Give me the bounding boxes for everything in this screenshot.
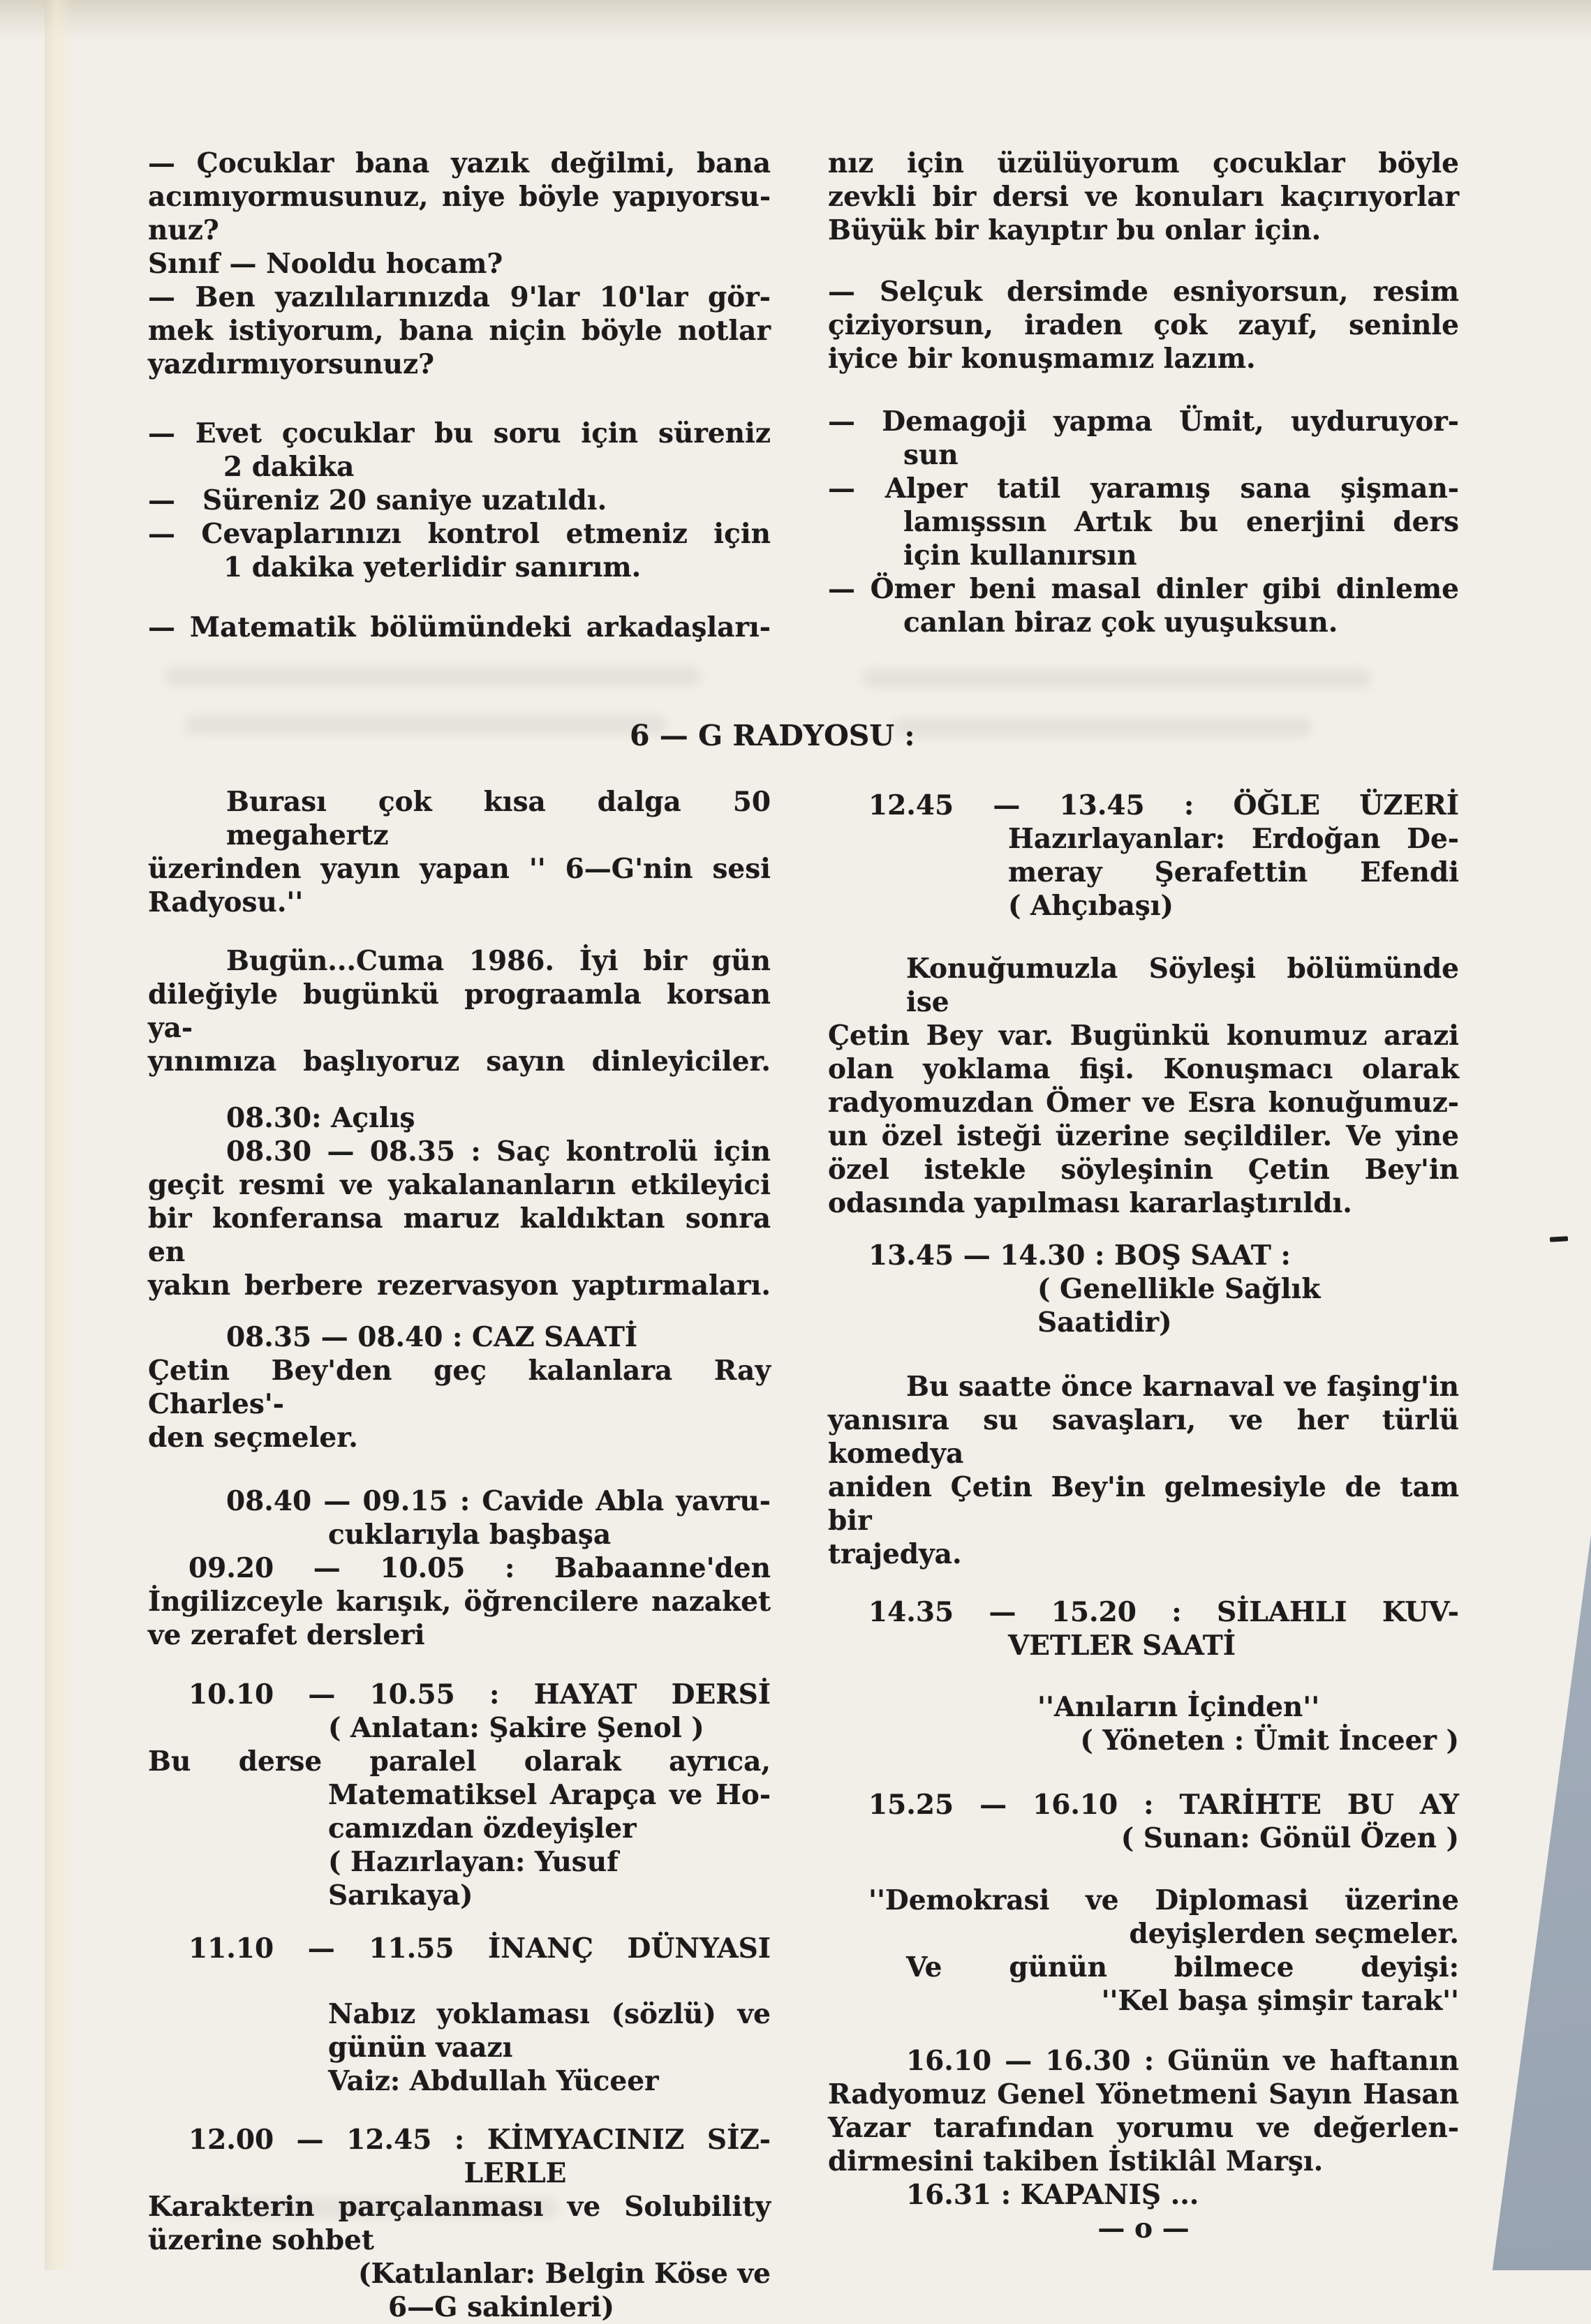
text-line: 1 dakika yeterlidir sanırım.: [223, 551, 642, 583]
text-line: olan yoklama fişi. Konuşmacı olarak: [828, 1053, 1459, 1085]
text-block: [828, 1370, 1459, 1571]
text-line: ( Sunan: Gönül Özen ): [1120, 1822, 1459, 1854]
scan-left-edge-strip: [45, 0, 73, 2270]
text-line: Radyosu.'': [148, 886, 304, 918]
text-block: [828, 952, 1459, 1220]
text-line: — Ömer beni masal dinler gibi dinleme: [828, 573, 1459, 605]
text-line: 10.10 — 10.55 : HAYAT DERSİ: [188, 1678, 771, 1711]
text-line: — Alper tatil yaramış sana şişman-: [828, 472, 1459, 505]
text-line: mek istiyorum, bana niçin böyle notlar: [148, 315, 771, 347]
text-line: Yazar tarafından yorumu ve değerlen-: [828, 2112, 1459, 2144]
text-block: [148, 1484, 771, 1652]
text-line: VETLER SAATİ: [1008, 1630, 1236, 1662]
section-heading: 6 — G RADYOSU :: [630, 719, 915, 752]
text-line: özel istekle söyleşinin Çetin Bey'in: [828, 1154, 1459, 1186]
text-line: dirmesini takiben İstiklâl Marşı.: [828, 2145, 1324, 2177]
text-line: Sınıf — Nooldu hocam?: [148, 248, 503, 280]
text-block: [828, 1788, 1459, 1855]
text-line: — Evet çocuklar bu soru için süreniz: [148, 417, 771, 449]
text-line: un özel isteği üzerine seçildiler. Ve yine: [828, 1120, 1459, 1152]
text-line: ''Kel başa şimşir tarak'': [1101, 1985, 1459, 2017]
text-line: ( Hazırlayan: Yusuf Sarıkaya): [328, 1846, 619, 1912]
text-line: Bugün...Cuma 1986. İyi bir gün: [226, 945, 771, 977]
text-line: ( Anlatan: Şakire Şenol ): [328, 1712, 704, 1744]
text-line: lamışssın Artık bu enerjini ders: [903, 506, 1459, 538]
text-block: [148, 417, 771, 584]
text-line: Nabız yoklaması (sözlü) ve: [328, 1998, 771, 2030]
text-line: — o —: [1097, 2212, 1190, 2244]
text-line: 16.10 — 16.30 : Günün ve haftanın: [906, 2045, 1459, 2077]
text-block: [148, 2123, 771, 2324]
text-block: [828, 1690, 1459, 1757]
text-line: — Demagoji yapma Ümit, uyduruyor-: [828, 405, 1459, 438]
text-block: [148, 1997, 771, 2098]
text-line: 2 dakika: [223, 451, 355, 483]
left-column: [148, 147, 771, 2324]
text-line: deyişlerden seçmeler.: [1129, 1918, 1459, 1950]
text-line: ''Anıların İçinden'': [1037, 1691, 1320, 1723]
text-line: 13.45 — 14.30 : BOŞ SAAT :: [868, 1239, 1291, 1272]
text-line: 08.40 — 09.15 : Cavide Abla yavru-: [226, 1485, 771, 1517]
text-line: Bu saatte önce karnaval ve faşing'in: [906, 1371, 1459, 1403]
text-line: 08.30 — 08.35 : Saç kontrolü için: [226, 1135, 771, 1168]
scan-top-shadow: [0, 0, 1591, 40]
text-line: nuz?: [148, 214, 219, 246]
text-line: geçit resmi ve yakalananların etkileyici: [148, 1169, 771, 1201]
text-line: camızdan özdeyişler: [328, 1812, 637, 1845]
text-line: 09.20 — 10.05 : Babaanne'den: [188, 1552, 771, 1584]
text-line: trajedya.: [828, 1538, 962, 1570]
text-line: — Çocuklar bana yazık değilmi, bana: [148, 147, 771, 179]
text-block: [828, 1884, 1459, 2018]
text-line: canlan biraz çok uyuşuksun.: [903, 606, 1338, 639]
text-line: — Ben yazılılarınızda 9'lar 10'lar gör-: [148, 281, 771, 313]
text-block: [828, 1595, 1459, 1662]
text-line: üzerine sohbet: [148, 2224, 374, 2256]
text-line: 6—G sakinleri): [388, 2291, 614, 2323]
text-line: Büyük bir kayıptır bu onlar için.: [828, 214, 1322, 246]
text-line: ve zerafet dersleri: [148, 1619, 425, 1651]
text-line: ( Genellikle Sağlık Saatidir): [1037, 1273, 1321, 1339]
text-line: — Süreniz 20 saniye uzatıldı.: [148, 484, 607, 516]
text-line: den seçmeler.: [148, 1422, 358, 1454]
text-line: yınımıza başlıyoruz sayın dinleyiciler.: [148, 1045, 771, 1078]
text-line: İngilizceyle karışık, öğrencilere nazaket: [148, 1586, 771, 1618]
text-line: 15.25 — 16.10 : TARİHTE BU AY: [868, 1789, 1459, 1821]
text-block: [828, 2044, 1459, 2245]
right-column: [828, 147, 1459, 2245]
text-line: odasında yapılması kararlaştırıldı.: [828, 1187, 1352, 1219]
stray-ink-dash: [1550, 1236, 1568, 1242]
text-block: [148, 1932, 771, 1965]
text-block: [148, 1320, 771, 1454]
text-line: sun: [903, 439, 959, 471]
text-line: Karakterin parçalanması ve Solubility: [148, 2191, 771, 2223]
text-line: — Cevaplarınızı kontrol etmeniz için: [148, 518, 771, 550]
text-line: Çetin Bey var. Bugünkü konumuz arazi: [828, 1020, 1459, 1052]
text-block: [148, 611, 771, 644]
text-line: LERLE: [464, 2157, 567, 2189]
text-line: için kullanırsın: [903, 539, 1137, 572]
text-line: günün vaazı: [328, 2032, 513, 2064]
text-line: Konuğumuzla Söyleşi bölümünde ise: [906, 953, 1459, 1018]
text-line: ( Yöneten : Ümit İnceer ): [1080, 1725, 1459, 1757]
text-line: bir konferansa maruz kaldıktan sonra en: [148, 1202, 771, 1268]
text-block: [148, 1101, 771, 1302]
text-line: yazdırmıyorsunuz?: [148, 348, 435, 380]
text-block: [828, 405, 1459, 639]
text-line: 08.30: Açılış: [226, 1102, 415, 1134]
text-line: ( Ahçıbaşı): [1008, 890, 1174, 922]
text-line: 12.00 — 12.45 : KİMYACINIZ SİZ-: [188, 2124, 771, 2156]
text-block: [148, 1678, 771, 1912]
text-line: üzerinden yayın yapan '' 6—G'nin sesi: [148, 853, 771, 885]
text-line: yakın berbere rezervasyon yaptırmaları.: [148, 1269, 771, 1302]
text-block: [828, 275, 1459, 375]
text-block: [828, 789, 1459, 923]
text-line: dileğiyle bugünkü prograamla korsan ya-: [148, 978, 771, 1044]
text-line: Radyomuz Genel Yönetmeni Sayın Hasan: [828, 2078, 1459, 2110]
text-line: iyice bir konuşmamız lazım.: [828, 343, 1256, 375]
text-line: Burası çok kısa dalga 50 megahertz: [226, 786, 771, 851]
text-line: (Katılanlar: Belgin Köse ve: [358, 2258, 771, 2290]
text-line: meray Şerafettin Efendi: [1008, 856, 1459, 888]
text-block: [148, 944, 771, 1078]
text-line: cuklarıyla başbaşa: [328, 1519, 612, 1551]
text-line: Vaiz: Abdullah Yüceer: [328, 2065, 659, 2097]
text-block: [148, 147, 771, 381]
text-line: Bu derse paralel olarak ayrıca,: [148, 1745, 771, 1778]
text-line: — Selçuk dersimde esniyorsun, resim: [828, 276, 1459, 308]
text-line: acımıyormusunuz, niye böyle yapıyorsu-: [148, 181, 771, 213]
text-line: 16.31 : KAPANIŞ ...: [906, 2179, 1199, 2211]
text-line: zevkli bir dersi ve konuları kaçırıyorlar: [828, 181, 1459, 213]
text-line: Çetin Bey'den geç kalanlara Ray Charles'-: [148, 1355, 771, 1420]
text-line: çiziyorsun, iraden çok zayıf, seninle: [828, 309, 1459, 341]
text-block: [828, 147, 1459, 247]
text-line: — Matematik bölümündeki arkadaşları-: [148, 611, 771, 643]
text-block: [148, 785, 771, 919]
text-line: radyomuzdan Ömer ve Esra konuğumuz-: [828, 1087, 1459, 1119]
text-line: yanısıra su savaşları, ve her türlü komedya: [828, 1404, 1459, 1470]
text-block: [828, 1239, 1459, 1339]
text-line: Ve günün bilmece deyişi:: [906, 1951, 1459, 1983]
text-line: Matematiksel Arapça ve Ho-: [328, 1779, 771, 1811]
text-line: 12.45 — 13.45 : ÖĞLE ÜZERİ: [868, 789, 1459, 821]
text-line: 14.35 — 15.20 : SİLAHLI KUV-: [868, 1596, 1459, 1628]
text-line: 08.35 — 08.40 : CAZ SAATİ: [226, 1321, 638, 1353]
text-line: 11.10 — 11.55 İNANÇ DÜNYASI: [188, 1932, 771, 1965]
text-line: Hazırlayanlar: Erdoğan De-: [1008, 823, 1459, 855]
text-line: nız için üzülüyorum çocuklar böyle: [828, 147, 1459, 179]
text-line: aniden Çetin Bey'in gelmesiyle de tam bir: [828, 1471, 1459, 1537]
text-line: ''Demokrasi ve Diplomasi üzerine: [868, 1884, 1459, 1916]
